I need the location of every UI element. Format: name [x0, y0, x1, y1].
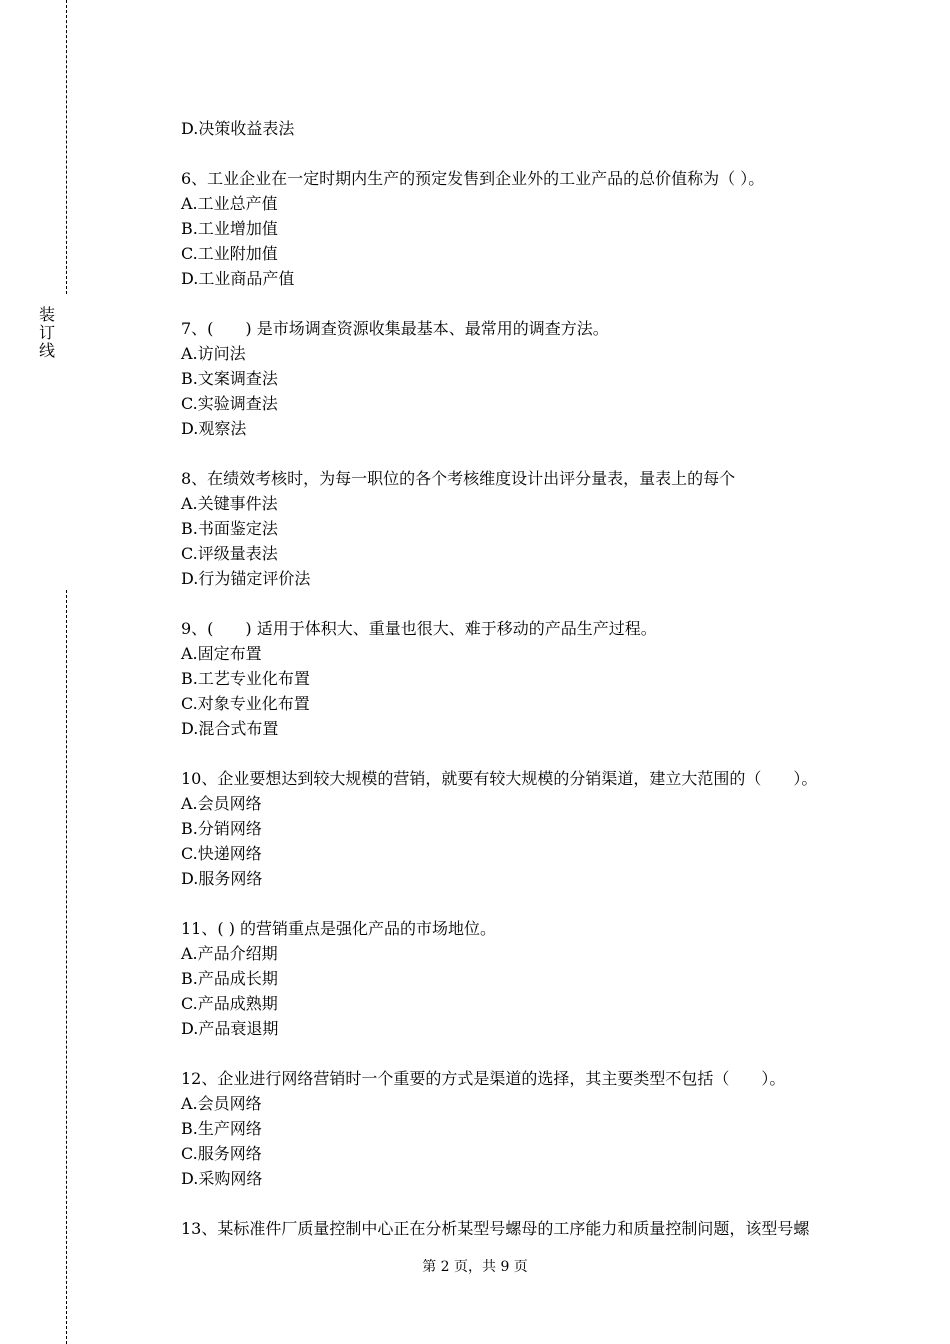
question-stem: 12、企业进行网络营销时一个重要的方式是渠道的选择，其主要类型不包括（ ）。: [181, 1069, 786, 1088]
option-d: D.决策收益表法: [181, 119, 295, 138]
option-a: A.会员网络: [181, 1094, 262, 1113]
question-stem: 6、工业企业在一定时期内生产的预定发售到企业外的工业产品的总价值称为（ ）。: [181, 169, 765, 188]
binding-char: 线: [38, 341, 55, 360]
question-stem: 10、企业要想达到较大规模的营销，就要有较大规模的分销渠道，建立大范围的（ ）。: [181, 769, 818, 788]
binding-char: 订: [38, 323, 55, 342]
option-b: B.产品成长期: [181, 969, 278, 988]
question-10: [181, 766, 861, 891]
option-d: D.采购网络: [181, 1169, 263, 1188]
option-b: B.生产网络: [181, 1119, 262, 1138]
question-7: [181, 316, 861, 441]
question-list: [181, 116, 861, 1241]
binding-char: 装: [38, 305, 55, 324]
question-13-stem: 13、某标准件厂质量控制中心正在分析某型号螺母的工序能力和质量控制问题，该型号螺: [181, 1219, 810, 1238]
option-d: D.混合式布置: [181, 719, 279, 738]
binding-line-top: [66, 0, 67, 294]
binding-line-bottom: [66, 590, 67, 1344]
question-8: [181, 466, 861, 591]
option-c: C.实验调查法: [181, 394, 278, 413]
question-12: [181, 1066, 861, 1191]
question-stem: 7、( ) 是市场调查资源收集最基本、最常用的调查方法。: [181, 319, 609, 338]
option-d: D.工业商品产值: [181, 269, 295, 288]
page-number: 第 2 页，共 9 页: [422, 1259, 528, 1275]
binding-label: [38, 306, 56, 360]
option-a: A.会员网络: [181, 794, 262, 813]
option-c: C.产品成熟期: [181, 994, 278, 1013]
option-a: A.关键事件法: [181, 494, 278, 513]
option-b: B.书面鉴定法: [181, 519, 278, 538]
question-6: [181, 166, 861, 291]
option-b: B.分销网络: [181, 819, 262, 838]
option-d: D.行为锚定评价法: [181, 569, 311, 588]
option-d: D.产品衰退期: [181, 1019, 279, 1038]
option-b: B.工业增加值: [181, 219, 278, 238]
option-a: A.访问法: [181, 344, 246, 363]
option-d: D.服务网络: [181, 869, 263, 888]
option-c: C.服务网络: [181, 1144, 262, 1163]
option-c: C.评级量表法: [181, 544, 278, 563]
question-9: [181, 616, 861, 741]
question-11: [181, 916, 861, 1041]
option-c: C.快递网络: [181, 844, 262, 863]
option-a: A.产品介绍期: [181, 944, 278, 963]
question-stem: 8、在绩效考核时，为每一职位的各个考核维度设计出评分量表，量表上的每个: [181, 469, 736, 488]
option-d: D.观察法: [181, 419, 247, 438]
option-b: B.工艺专业化布置: [181, 669, 310, 688]
option-c: C.对象专业化布置: [181, 694, 310, 713]
option-a: A.工业总产值: [181, 194, 278, 213]
question-stem: 9、( ) 适用于体积大、重量也很大、难于移动的产品生产过程。: [181, 619, 657, 638]
option-b: B.文案调查法: [181, 369, 278, 388]
question-stem: 11、( ) 的营销重点是强化产品的市场地位。: [181, 919, 497, 938]
option-c: C.工业附加值: [181, 244, 278, 263]
option-a: A.固定布置: [181, 644, 262, 663]
